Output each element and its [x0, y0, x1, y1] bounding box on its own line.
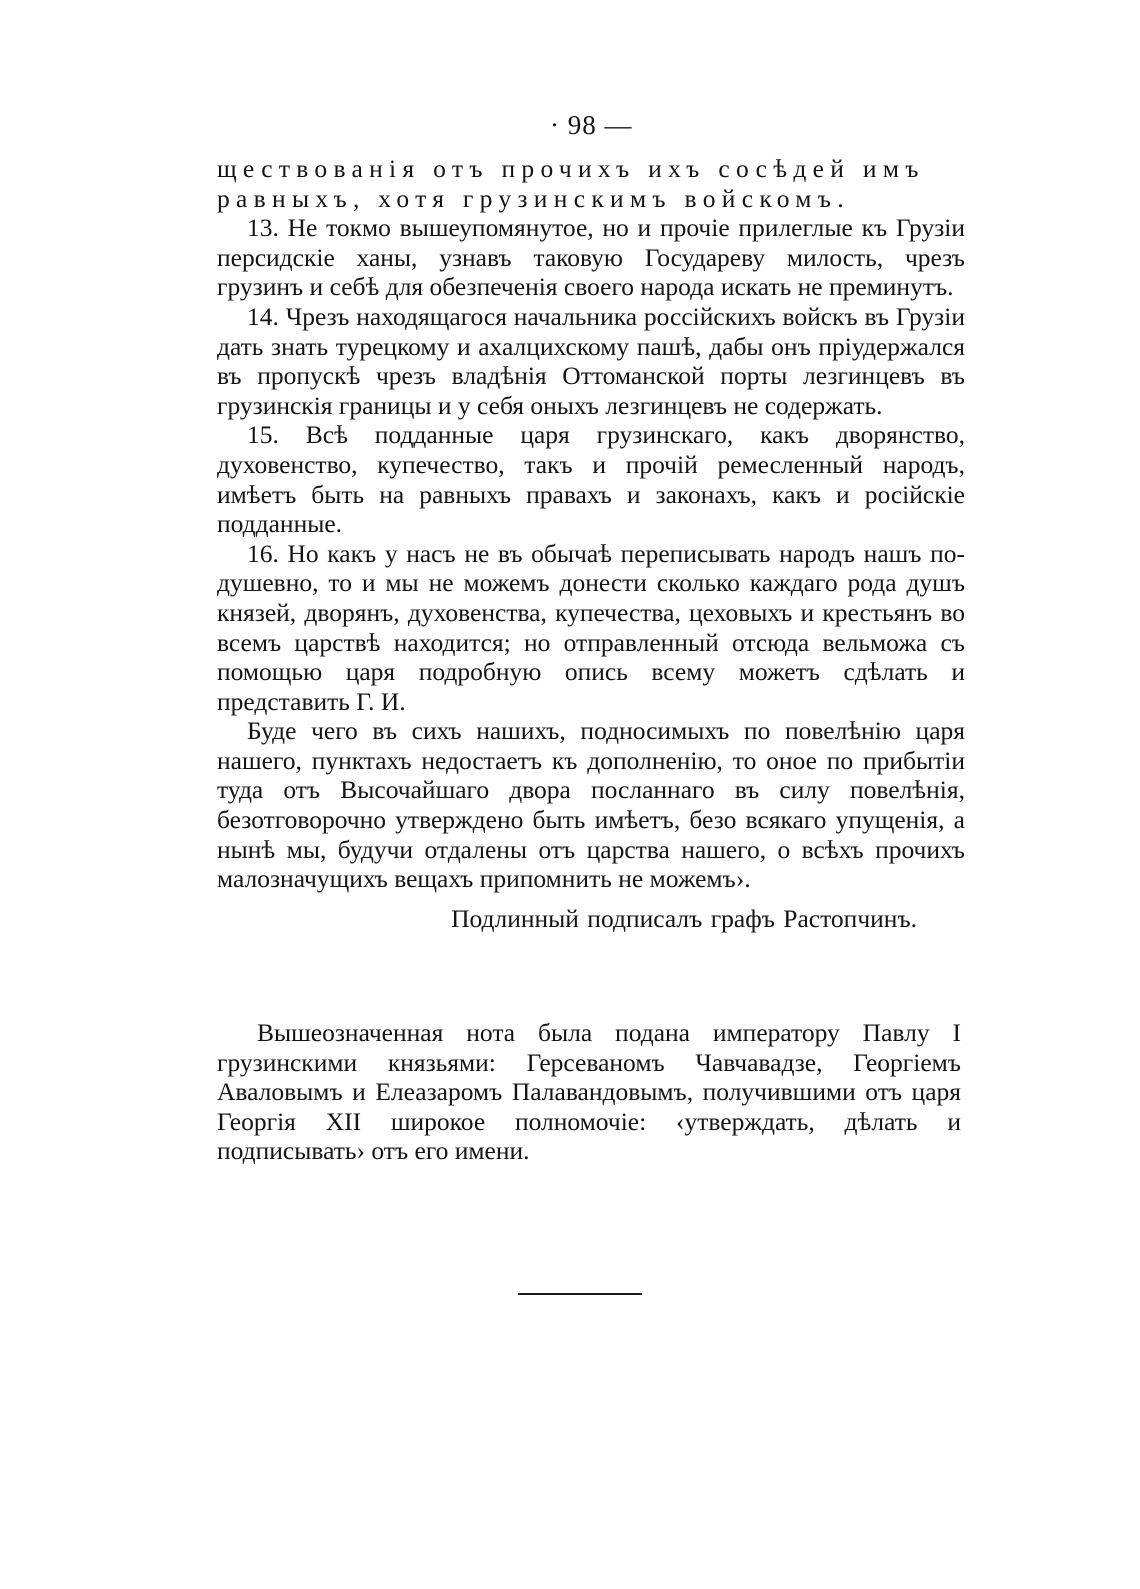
- end-divider: [518, 1293, 642, 1295]
- closing-paragraph: Буде чего въ сихъ нашихъ, подносимыхъ по повелѣнію царя нашего, пунктахъ недостаетъ къ дополненію, то оное по прибытіи туда отъ Высочайшаго двора посланнаго въ силу повелѣнія, безотговорочно утверждено быть имѣетъ, безо всякаго упущенія, а нынѣ мы, будучи отдалены отъ царства нашего, о всѣхъ прочихъ малозначущихъ вещахъ припомнить не можемъ›.: [217, 716, 965, 894]
- paragraph-16: 16. Но какъ у насъ не въ обычаѣ переписывать народъ нашъ по-душевно, то и мы не можемъ донести сколько каждаго рода душъ князей, дворянъ, духовенства, купечества, цеховыхъ и крестьянъ во всемъ царствѣ находится; но отправленный отсюда вельможа съ помощью царя подробную опись всему можетъ сдѣлать и представить Г. И.: [217, 538, 965, 716]
- opening-line-1: ществованія отъ прочихъ ихъ сосѣдей имъ: [217, 154, 925, 183]
- paragraph-14: 14. Чрезъ находящагося начальника россійскихъ войскъ въ Грузіи дать знать турецкому и ахалцихскому пашѣ, дабы онъ пріудержался въ пропускѣ чрезъ владѣнія Оттоманской порты лезгинцевъ въ грузинскія границы и у себя оныхъ лезгинцевъ не содержать.: [217, 301, 965, 420]
- opening-line-2: равныхъ, хотя грузинскимъ войскомъ.: [217, 183, 850, 213]
- paragraph-15: 15. Всѣ подданные царя грузинскаго, какъ дворянство, духовенство, купечество, такъ и прочій ремесленный народъ, имѣетъ быть на равныхъ правахъ и законахъ, какъ и російскіе подданные.: [217, 420, 965, 539]
- page-number: · 98 —: [550, 110, 633, 140]
- signature-line: Подлинный подписалъ графъ Растопчинъ.: [451, 903, 917, 933]
- editorial-note: [217, 1018, 961, 1166]
- note-paragraph: Вышеозначенная нота была подана императору Павлу I грузинскими князьями: Герсеваномъ Чавчавадзе, Георгіемъ Аваловымъ и Елеазаромъ Палавандовымъ, получившими отъ царя Георгія XII широкое полномочіе: ‹утверждать, дѣлать и подписывать› отъ его имени.: [217, 1018, 961, 1166]
- main-text: [217, 154, 965, 933]
- paragraph-13: 13. Не токмо вышеупомянутое, но и прочіе прилеглые къ Грузіи персидскіе ханы, узнавъ таковую Государеву милость, чрезъ грузинъ и себѣ для обезпеченія своего народа искать не преминутъ.: [217, 213, 965, 302]
